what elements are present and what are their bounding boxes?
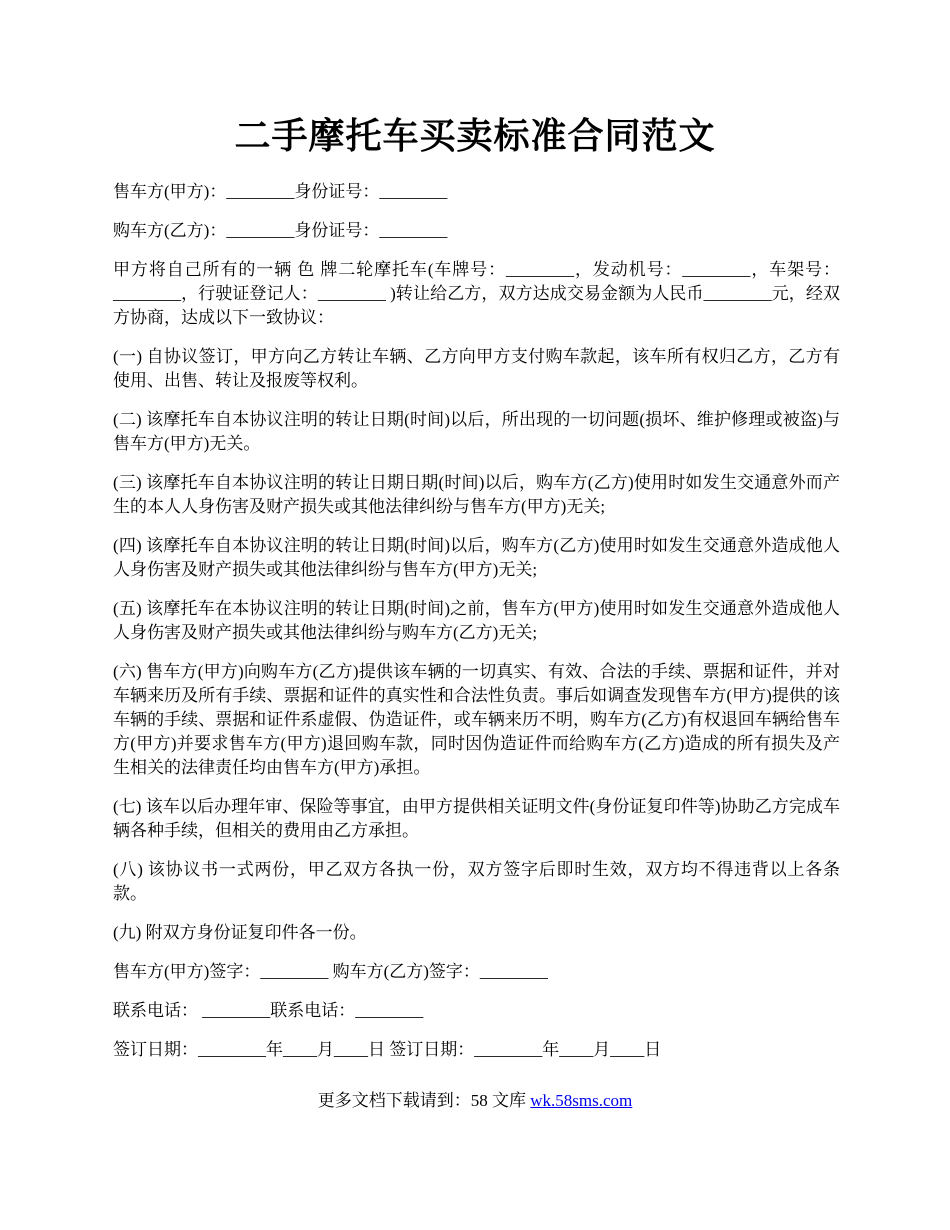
clause-2: (二) 该摩托车自本协议注明的转让日期(时间)以后，所出现的一切问题(损坏、维护修理或被盗)与售车方(甲方)无关。 — [113, 410, 840, 453]
clause-7: (七) 该车以后办理年审、保险等事宜，由甲方提供相关证明文件(身份证复印件等)协助乙方完成车辆各种手续，但相关的费用由乙方承担。 — [113, 797, 840, 840]
vehicle-transfer-clause: 甲方将自己所有的一辆 色 牌二轮摩托车(车牌号：________，发动机号：________，车架号：________，行驶证登记人：________ )转让给乙方，双方达成交易金额为人民币________元，经双方协商，达成以下一致协议： — [113, 260, 840, 327]
signature-line: 售车方(甲方)签字：________ 购车方(乙方)签字：________ — [113, 962, 548, 981]
clause-5: (五) 该摩托车在本协议注明的转让日期(时间)之前，售车方(甲方)使用时如发生交通意外造成他人人身伤害及财产损失或其他法律纠纷与购车方(乙方)无关; — [113, 599, 840, 642]
document-title: 二手摩托车买卖标准合同范文 — [234, 116, 716, 156]
footer-link[interactable]: wk.58sms.com — [530, 1091, 633, 1110]
contract-body — [113, 180, 840, 1077]
clause-3: (三) 该摩托车自本协议注明的转让日期日期(时间)以后，购车方(乙方)使用时如发生交通意外而产生的本人人身伤害及财产损失或其他法律纠纷与售车方(甲方)无关; — [113, 473, 840, 516]
clause-9: (九) 附双方身份证复印件各一份。 — [113, 923, 367, 942]
clause-1: (一) 自协议签订，甲方向乙方转让车辆、乙方向甲方支付购车款起，该车所有权归乙方，乙方有使用、出售、转让及报废等权利。 — [113, 347, 840, 390]
footer-text: 更多文档下载请到：58 文库 — [317, 1091, 531, 1110]
buyer-info: 购车方(乙方)：________身份证号：________ — [113, 221, 448, 240]
seller-info: 售车方(甲方)：________身份证号：________ — [113, 182, 448, 201]
clause-8: (八) 该协议书一式两份，甲乙双方各执一份，双方签字后即时生效，双方均不得违背以上各条款。 — [113, 860, 840, 903]
clause-4: (四) 该摩托车自本协议注明的转让日期(时间)以后，购车方(乙方)使用时如发生交通意外造成他人人身伤害及财产损失或其他法律纠纷与售车方(甲方)无关; — [113, 536, 840, 579]
phone-line: 联系电话： ________联系电话：________ — [113, 1001, 424, 1020]
clause-6: (六) 售车方(甲方)向购车方(乙方)提供该车辆的一切真实、有效、合法的手续、票据和证件，并对车辆来历及所有手续、票据和证件的真实性和合法性负责。事后如调查发现售车方(甲方)提供的该车辆的手续、票据和证件系虚假、伪造证件，或车辆来历不明，购车方(乙方)有权退回车辆给售车方(甲方)并要求售车方(甲方)退回购车款，同时因伪造证件而给购车方(乙方)造成的所有损失及产生相关的法律责任均由售车方(甲方)承担。 — [113, 662, 840, 777]
date-line: 签订日期：________年____月____日 签订日期：________年____月____日 — [113, 1040, 662, 1059]
footer — [0, 1089, 950, 1113]
